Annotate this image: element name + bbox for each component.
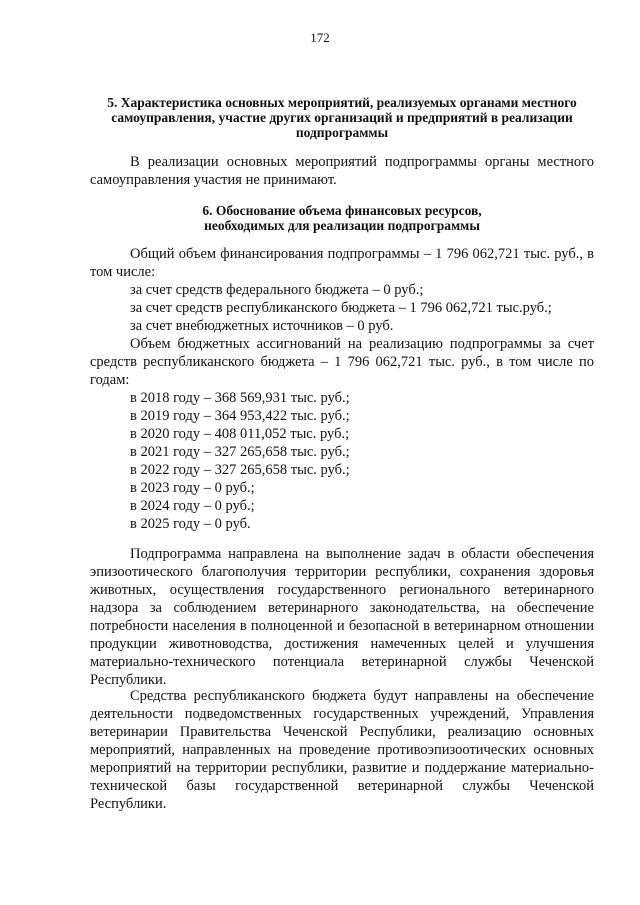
year-2025: в 2025 году – 0 руб. <box>130 516 251 532</box>
year-2021: в 2021 году – 327 265,658 тыс. руб.; <box>130 444 350 460</box>
year-2019: в 2019 году – 364 953,422 тыс. руб.; <box>130 408 350 424</box>
subprogram-tasks-paragraph: Подпрограмма направлена на выполнение задач в области обеспечения эпизоотического благополучия территории республики, сохранения здоровья животных, осуществления государственного регионального ветеринарного надзора за соблюдением ветеринарного законодательства, на обеспечение потребности населения в полноценной и безопасной в ветеринарном отношении продукции животноводства, достижения намеченных целей и улучшения материально-технического потенциала ветеринарной службы Чеченской Республики. <box>90 546 594 688</box>
republican-funds-paragraph: Средства республиканского бюджета будут направлены на обеспечение деятельности подведомственных государственных учреждений, Управления ветеринарии Правительства Чеченской Республики, реализацию основных мероприятий, направленных на проведение противоэпизоотических основных мероприятий на территории республики, развитие и поддержание материально-технической базы государственной ветеринарной службы Чеченской Республики. <box>90 688 594 812</box>
section-5-paragraph: В реализации основных мероприятий подпрограммы органы местного самоуправления участия не принимают. <box>90 154 594 188</box>
source-republican: за счет средств республиканского бюджета – 1 796 062,721 тыс.руб.; <box>130 300 552 316</box>
budget-allocations-paragraph: Объем бюджетных ассигнований на реализацию подпрограммы за счет средств республиканского бюджета – 1 796 062,721 тыс. руб., в том числе по годам: <box>90 336 594 388</box>
section-5-heading: 5. Характеристика основных мероприятий, реализуемых органами местного самоуправления, участие других организаций и предприятий в реализации подпрограммы <box>107 95 577 140</box>
year-2018: в 2018 году – 368 569,931 тыс. руб.; <box>130 390 350 406</box>
section-6-heading <box>90 203 594 233</box>
year-2022: в 2022 году – 327 265,658 тыс. руб.; <box>130 462 350 478</box>
total-financing-paragraph: Общий объем финансирования подпрограммы – 1 796 062,721 тыс. руб., в том числе: <box>90 246 594 280</box>
year-2020: в 2020 году – 408 011,052 тыс. руб.; <box>130 426 350 442</box>
year-2023: в 2023 году – 0 руб.; <box>130 480 255 496</box>
source-federal: за счет средств федерального бюджета – 0 руб.; <box>130 282 424 298</box>
section-6-heading-line-1: 6. Обоснование объема финансовых ресурсов, <box>202 203 482 218</box>
source-extrabudgetary: за счет внебюджетных источников – 0 руб. <box>130 318 394 334</box>
year-2024: в 2024 году – 0 руб.; <box>130 498 255 514</box>
page-number: 172 <box>310 30 330 45</box>
section-6-heading-line-2: необходимых для реализации подпрограммы <box>204 218 480 233</box>
